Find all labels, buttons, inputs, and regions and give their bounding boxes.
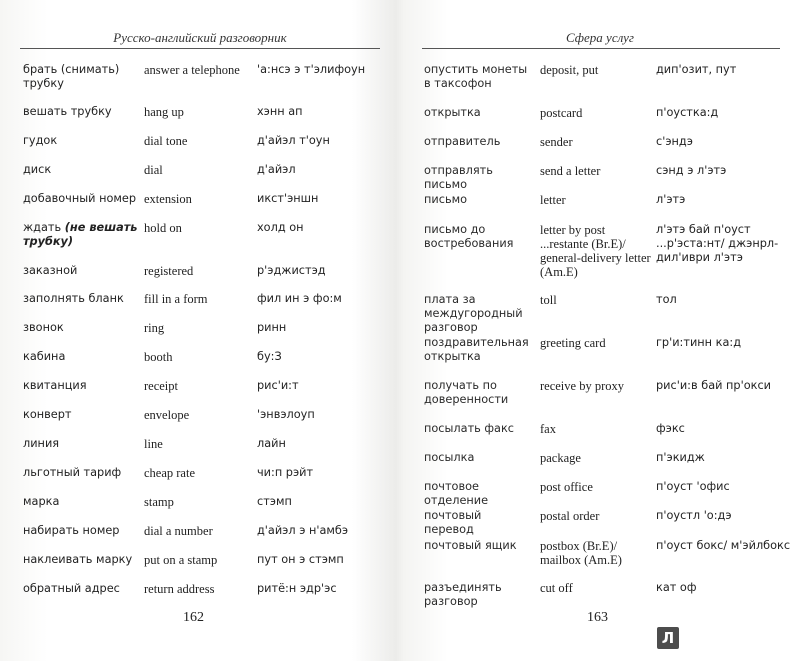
english-term: toll bbox=[540, 293, 557, 307]
russian-term: обратный адрес bbox=[23, 582, 120, 595]
english-term: postbox (Br.E)/ mailbox (Am.E) bbox=[540, 539, 622, 567]
english-term: letter bbox=[540, 193, 566, 207]
transcription: л'этэ bbox=[656, 193, 686, 206]
english-term: extension bbox=[144, 192, 192, 206]
english-term: postcard bbox=[540, 106, 583, 120]
russian-term: плата за междугородный разговор bbox=[424, 293, 523, 334]
russian-term: линия bbox=[23, 437, 60, 450]
english-term: answer a telephone bbox=[144, 63, 240, 77]
right-header-rule bbox=[422, 48, 780, 49]
russian-term: посылать факс bbox=[424, 422, 515, 435]
page-number: 163 bbox=[587, 610, 608, 625]
english-term: return address bbox=[144, 582, 215, 596]
russian-term: поздравительная открытка bbox=[424, 336, 529, 363]
transcription: рис'и:в бай пр'окси bbox=[656, 379, 771, 392]
russian-term: наклеивать марку bbox=[23, 553, 133, 566]
transcription: тол bbox=[656, 293, 677, 306]
english-term: hang up bbox=[144, 105, 184, 119]
english-term: postal order bbox=[540, 509, 600, 523]
transcription: кат оф bbox=[656, 581, 697, 594]
russian-term: заказной bbox=[23, 264, 78, 277]
transcription: р'эджистэд bbox=[257, 264, 326, 277]
transcription: рис'и:т bbox=[257, 379, 299, 392]
transcription: п'оустл 'о:дэ bbox=[656, 509, 732, 522]
usage-note: (не вешать трубку) bbox=[23, 221, 138, 248]
transcription: 'энвэлоуп bbox=[257, 408, 315, 421]
russian-term: посылка bbox=[424, 451, 475, 464]
russian-word: ждать bbox=[23, 221, 62, 234]
russian-term: набирать номер bbox=[23, 524, 120, 537]
russian-term: отправлять письмо bbox=[424, 164, 493, 191]
transcription: бу:З bbox=[257, 350, 282, 363]
transcription: д'айэл bbox=[257, 163, 296, 176]
english-term: booth bbox=[144, 350, 173, 364]
russian-term: письмо до востребования bbox=[424, 223, 514, 250]
russian-term: брать (снимать) трубку bbox=[23, 63, 120, 90]
english-term: letter by post ...restante (Br.E)/ general-delivery letter (Am.E) bbox=[540, 223, 651, 279]
transcription: п'оустка:д bbox=[656, 106, 719, 119]
english-term: receive by proxy bbox=[540, 379, 624, 393]
transcription: п'экидж bbox=[656, 451, 705, 464]
english-term: greeting card bbox=[540, 336, 606, 350]
english-term: sender bbox=[540, 135, 573, 149]
russian-term: вешать трубку bbox=[23, 105, 112, 118]
transcription: дип'озит, пут bbox=[656, 63, 737, 76]
transcription: 'а:нсэ э т'элифоун bbox=[257, 63, 366, 76]
english-term: ring bbox=[144, 321, 165, 335]
russian-term: получать по доверенности bbox=[424, 379, 509, 406]
english-term: dial a number bbox=[144, 524, 213, 538]
russian-term: добавочный номер bbox=[23, 192, 137, 205]
russian-term: льготный тариф bbox=[23, 466, 122, 479]
transcription: хэнн ап bbox=[257, 105, 303, 118]
russian-term: квитанция bbox=[23, 379, 87, 392]
russian-term: кабина bbox=[23, 350, 66, 363]
english-term: fax bbox=[540, 422, 556, 436]
transcription: стэмп bbox=[257, 495, 292, 508]
english-term: hold on bbox=[144, 221, 182, 235]
russian-term bbox=[23, 221, 141, 249]
transcription: п'оуст 'офис bbox=[656, 480, 730, 493]
russian-term: почтовый ящик bbox=[424, 539, 517, 552]
transcription: л'этэ бай п'оуст ...р'эста:нт/ джэнрл-дил'иври л'этэ bbox=[656, 223, 779, 264]
transcription: с'эндэ bbox=[656, 135, 693, 148]
russian-term: диск bbox=[23, 163, 52, 176]
right-page bbox=[400, 0, 800, 661]
transcription: п'оуст бокс/ м'эйлбокс bbox=[656, 539, 791, 552]
russian-term: конверт bbox=[23, 408, 72, 421]
transcription: лайн bbox=[257, 437, 286, 450]
left-page-header: Русско-английский разговорник bbox=[113, 30, 287, 45]
english-term: line bbox=[144, 437, 163, 451]
english-term: send a letter bbox=[540, 164, 601, 178]
english-term: package bbox=[540, 451, 581, 465]
russian-term: заполнять бланк bbox=[23, 292, 124, 305]
russian-term: марка bbox=[23, 495, 60, 508]
english-term: dial tone bbox=[144, 134, 188, 148]
russian-term: звонок bbox=[23, 321, 64, 334]
russian-term: письмо bbox=[424, 193, 468, 206]
english-term: registered bbox=[144, 264, 194, 278]
russian-term: открытка bbox=[424, 106, 481, 119]
transcription: сэнд э л'этэ bbox=[656, 164, 727, 177]
english-term: envelope bbox=[144, 408, 190, 422]
transcription: д'айэл т'оун bbox=[257, 134, 330, 147]
transcription: ритё:н эдр'эс bbox=[257, 582, 337, 595]
transcription: ринн bbox=[257, 321, 287, 334]
russian-term: почтовый перевод bbox=[424, 509, 482, 536]
transcription: фэкс bbox=[656, 422, 685, 435]
transcription: д'айэл э н'амбэ bbox=[257, 524, 349, 537]
left-header-rule bbox=[20, 48, 380, 49]
transcription: гр'и:тинн ка:д bbox=[656, 336, 742, 349]
english-term: fill in a form bbox=[144, 292, 208, 306]
english-term: dial bbox=[144, 163, 163, 177]
russian-term: гудок bbox=[23, 134, 58, 147]
english-term: stamp bbox=[144, 495, 174, 509]
transcription: фил ин э фо:м bbox=[257, 292, 342, 305]
transcription: икст'эншн bbox=[257, 192, 319, 205]
english-term: post office bbox=[540, 480, 593, 494]
english-term: deposit, put bbox=[540, 63, 599, 77]
russian-term: отправитель bbox=[424, 135, 501, 148]
publisher-logo-icon: Л bbox=[657, 627, 679, 649]
russian-term: опустить монеты в таксофон bbox=[424, 63, 528, 90]
english-term: cheap rate bbox=[144, 466, 196, 480]
transcription: чи:п рэйт bbox=[257, 466, 314, 479]
english-term: cut off bbox=[540, 581, 573, 595]
russian-term: разъединять разговор bbox=[424, 581, 502, 608]
transcription: пут он э стэмп bbox=[257, 553, 344, 566]
right-page-header: Сфера услуг bbox=[566, 30, 634, 45]
page-number: 162 bbox=[183, 610, 204, 625]
english-term: put on a stamp bbox=[144, 553, 218, 567]
transcription: холд он bbox=[257, 221, 304, 234]
english-term: receipt bbox=[144, 379, 179, 393]
russian-term: почтовое отделение bbox=[424, 480, 489, 507]
